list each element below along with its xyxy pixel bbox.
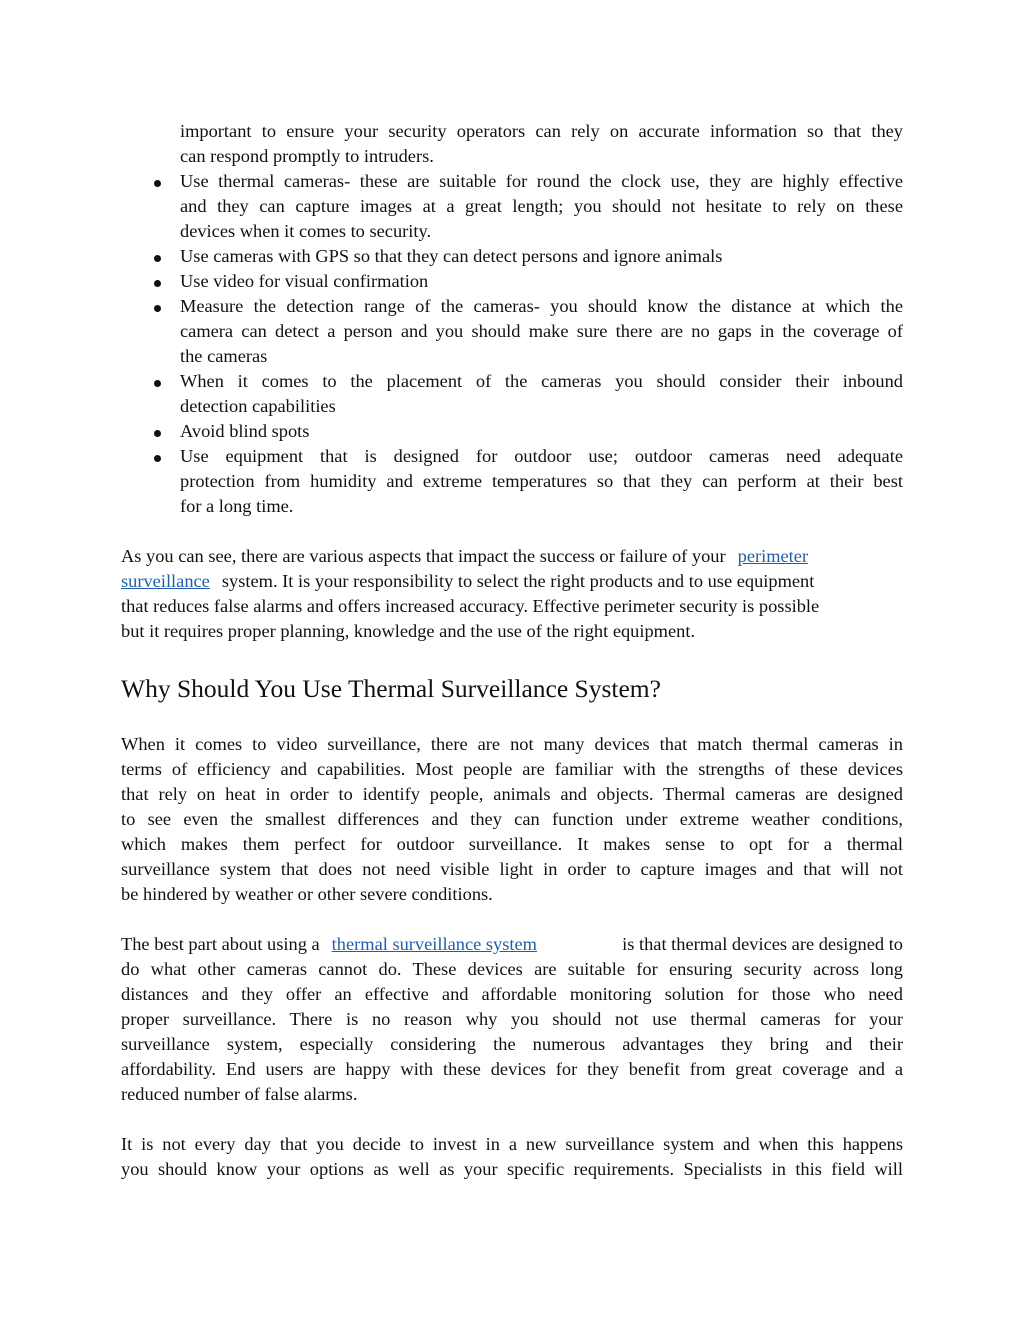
intro-continuation xyxy=(121,119,903,169)
text-line: surveillance system, especially considering the numerous advantages they bring and their xyxy=(121,1034,903,1054)
text-line: devices when it comes to security. xyxy=(180,221,432,241)
text-line: distances and they offer an effective and affordable monitoring solution for those who need xyxy=(121,984,903,1004)
text-line: camera can detect a person and you should make sure there are no gaps in the coverage of xyxy=(180,321,903,341)
text-line: When it comes to video surveillance, there are not many devices that match thermal cameras in xyxy=(121,734,903,754)
text-line: do what other cameras cannot do. These devices are suitable for ensuring security across long xyxy=(121,959,903,979)
bullet-item xyxy=(121,444,903,519)
bullet-icon xyxy=(154,280,161,287)
bullet-item xyxy=(121,419,903,444)
text-line: reduced number of false alarms. xyxy=(121,1084,358,1104)
bullet-icon xyxy=(154,305,161,312)
text-line: which makes them perfect for outdoor surveillance. It makes sense to opt for a thermal xyxy=(121,834,903,854)
text-span: is that thermal devices are designed to xyxy=(622,934,903,954)
bullet-icon xyxy=(154,180,161,187)
paragraph-perimeter xyxy=(121,544,903,644)
text-line: When it comes to the placement of the cameras you should consider their inbound xyxy=(180,371,903,391)
text-line xyxy=(121,569,903,594)
text-line: terms of efficiency and capabilities. Most people are familiar with the strengths of these devices xyxy=(121,759,903,779)
text-line: Use thermal cameras- these are suitable for round the clock use, they are highly effective xyxy=(180,171,903,191)
bullet-item xyxy=(121,269,903,294)
bullet-icon xyxy=(154,430,161,437)
text-line: Measure the detection range of the cameras- you should know the distance at which the xyxy=(180,296,903,316)
bullet-item xyxy=(121,369,903,419)
paragraph-video-surveillance xyxy=(121,732,903,907)
text-span: As you can see, there are various aspects that impact the success or failure of your xyxy=(121,546,726,566)
bullet-item xyxy=(121,294,903,369)
text-line: Use video for visual confirmation xyxy=(180,271,429,291)
paragraph-invest xyxy=(121,1132,903,1182)
bullet-icon xyxy=(154,255,161,262)
text-line: It is not every day that you decide to invest in a new surveillance system and when this happens xyxy=(121,1134,903,1154)
text-line: protection from humidity and extreme temperatures so that they can perform at their best xyxy=(180,471,903,491)
text-line: be hindered by weather or other severe conditions. xyxy=(121,884,493,904)
text-line: surveillance system that does not need visible light in order to capture images and that will not xyxy=(121,859,903,879)
text-line: for a long time. xyxy=(180,496,294,516)
text-line: important to ensure your security operators can rely on accurate information so that they xyxy=(180,121,903,141)
section-heading: Why Should You Use Thermal Surveillance System? xyxy=(121,674,661,703)
text-span: The best part about using a thermal surveillance system xyxy=(121,934,537,954)
thermal-surveillance-system-link[interactable]: thermal surveillance system xyxy=(331,934,537,954)
text-line: but it requires proper planning, knowledge and the use of the right equipment. xyxy=(121,621,696,641)
bullet-item xyxy=(121,169,903,244)
text-line xyxy=(121,932,903,957)
bullet-icon xyxy=(154,380,161,387)
text-line: can respond promptly to intruders. xyxy=(180,146,434,166)
bullet-list xyxy=(121,169,903,519)
perimeter-surveillance-link-cont[interactable]: surveillance xyxy=(121,571,210,591)
bullet-icon xyxy=(154,455,161,462)
text-line xyxy=(121,544,903,569)
bullet-item xyxy=(121,244,903,269)
text-line: Use cameras with GPS so that they can detect persons and ignore animals xyxy=(180,246,723,266)
text-span: system. It is your responsibility to select the right products and to use equipment xyxy=(221,571,815,591)
text-line: Avoid blind spots xyxy=(180,421,310,441)
text-line: affordability. End users are happy with these devices for they benefit from great coverage and a xyxy=(121,1059,903,1079)
perimeter-surveillance-link[interactable]: perimeter xyxy=(737,546,809,566)
text-line: that reduces false alarms and offers increased accuracy. Effective perimeter security is possible xyxy=(121,596,820,616)
text-line: you should know your options as well as your specific requirements. Specialists in this field will xyxy=(121,1159,903,1179)
text-line: and they can capture images at a great length; you should not hesitate to rely on these xyxy=(180,196,903,216)
text-line: that rely on heat in order to identify people, animals and objects. Thermal cameras are designed xyxy=(121,784,903,804)
text-line: detection capabilities xyxy=(180,396,336,416)
paragraph-thermal-system xyxy=(121,932,903,1107)
text-line: Use equipment that is designed for outdoor use; outdoor cameras need adequate xyxy=(180,446,903,466)
text-line: the cameras xyxy=(180,346,268,366)
text-line: to see even the smallest differences and they can function under extreme weather conditions, xyxy=(121,809,903,829)
text-line: proper surveillance. There is no reason why you should not use thermal cameras for your xyxy=(121,1009,903,1029)
document-page xyxy=(121,119,903,1182)
